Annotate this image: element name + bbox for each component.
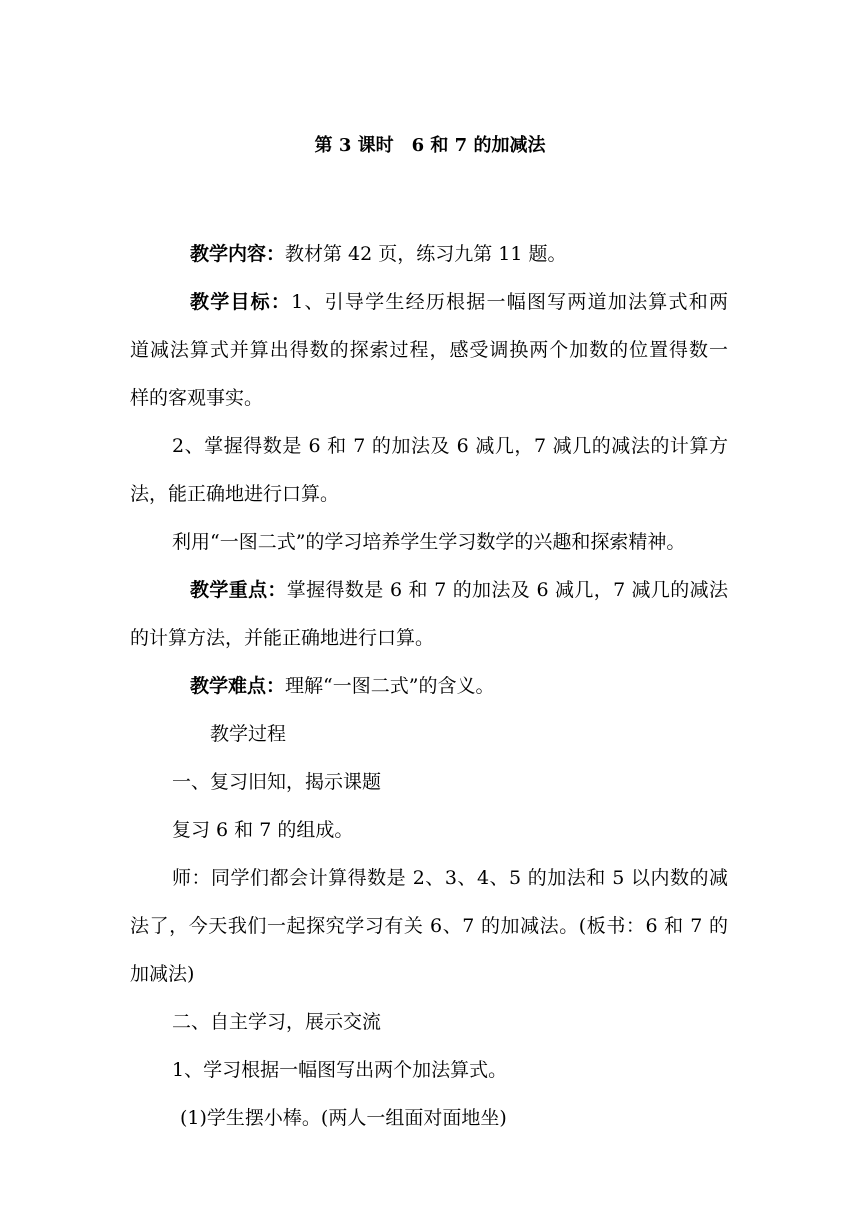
section1-teacher-line1: 师：同学们都会计算得数是 2、3、4、5 的加法和 5 以内数的减 [172, 867, 728, 889]
teaching-goals-line1 [190, 290, 728, 314]
teaching-goals-line3: 样的客观事实。 [130, 387, 264, 409]
teaching-content-label: 教学内容： [190, 243, 286, 265]
teaching-goals-line2: 道减法算式并算出得数的探索过程，感受调换两个加数的位置得数一 [130, 339, 728, 361]
section2-item1-sub1: (1)学生摆小棒。(两人一组面对面地坐) [180, 1107, 507, 1129]
teaching-goals-item2-line2: 法，能正确地进行口算。 [130, 483, 340, 505]
difficulty-label: 教学难点： [190, 675, 286, 697]
teaching-goals-item3: 利用“一图二式”的学习培养学生学习数学的兴趣和探索精神。 [172, 531, 686, 553]
section1-review: 复习 6 和 7 的组成。 [172, 819, 354, 841]
section2-item1: 1、学习根据一幅图写出两个加法算式。 [172, 1059, 508, 1081]
teaching-content-text: 教材第 42 页，练习九第 11 题。 [285, 243, 567, 265]
section1-heading: 一、复习旧知，揭示课题 [172, 771, 382, 793]
process-heading: 教学过程 [210, 723, 287, 745]
difficulty [190, 674, 494, 698]
difficulty-text: 理解“一图二式”的含义。 [285, 675, 495, 697]
teaching-goals-label: 教学目标： [190, 291, 292, 313]
key-point-label: 教学重点： [190, 579, 287, 601]
key-point-line1 [190, 578, 728, 602]
section1-teacher-line3: 加减法) [130, 963, 195, 985]
teaching-goals-text-1: 1、引导学生经历根据一幅图写两道加法算式和两 [291, 291, 728, 313]
key-point-line2: 的计算方法，并能正确地进行口算。 [130, 627, 435, 649]
section2-heading: 二、自主学习，展示交流 [172, 1011, 382, 1033]
lesson-title: 第 3 课时 6 和 7 的加减法 [314, 135, 546, 156]
section1-teacher-line2: 法了，今天我们一起探究学习有关 6、7 的加减法。(板书：6 和 7 的 [130, 915, 728, 937]
key-point-text-1: 掌握得数是 6 和 7 的加法及 6 减几，7 减几的减法 [286, 579, 728, 601]
teaching-content [190, 242, 567, 266]
teaching-goals-item2-line1: 2、掌握得数是 6 和 7 的加法及 6 减几，7 减几的减法的计算方 [172, 435, 728, 457]
